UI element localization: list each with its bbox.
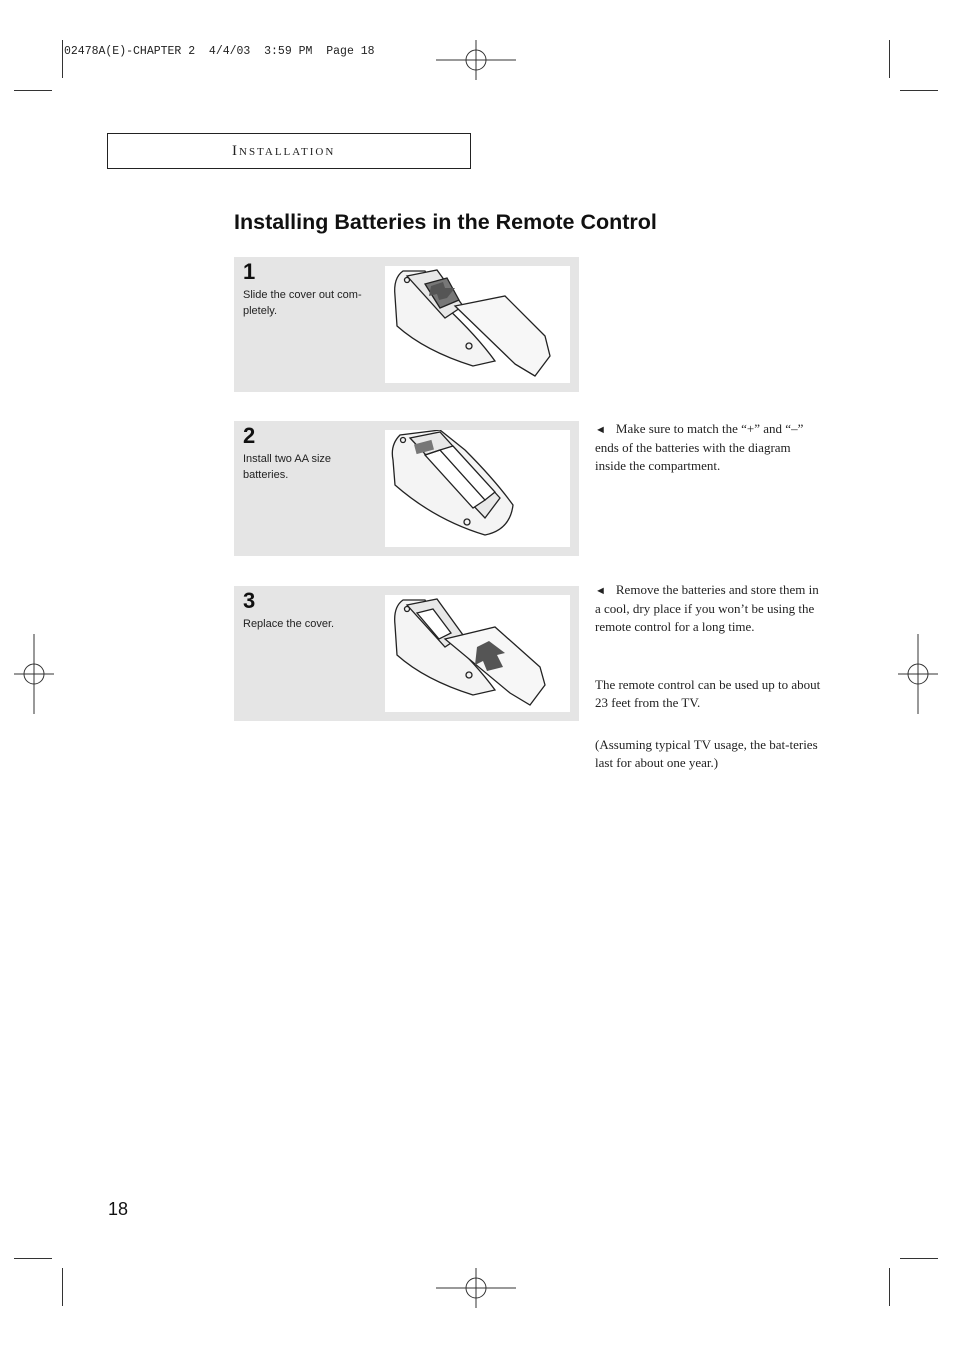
section-label: Installation	[232, 143, 336, 159]
battery-storage-note	[595, 581, 821, 636]
step-number: 1	[243, 259, 256, 284]
battery-life-note: (Assuming typical TV usage, the bat-teries last for about one year.)	[595, 737, 818, 770]
step-number: 2	[243, 423, 256, 448]
page-title: Installing Batteries in the Remote Control	[234, 210, 657, 234]
remote-open-cover-illustration	[385, 266, 570, 383]
note-text: Remove the batteries and store them in a cool, dry place if you won’t be using the remote control for a long time.	[595, 582, 819, 634]
step-text: Slide the cover out com-pletely.	[243, 289, 362, 317]
step-number: 3	[243, 588, 256, 613]
triangle-bullet-icon: ◄	[595, 585, 606, 597]
page-number: 18	[108, 1199, 129, 1219]
section-header	[107, 133, 471, 169]
triangle-bullet-icon: ◄	[595, 424, 606, 436]
registration-mark-top	[436, 40, 516, 80]
range-note: The remote control can be used up to about 23 feet from the TV.	[595, 677, 821, 710]
step-3-panel	[234, 586, 579, 721]
remote-batteries-illustration	[385, 430, 570, 547]
remote-replace-cover-illustration	[385, 595, 570, 712]
registration-mark-left	[14, 634, 54, 714]
step-text: Replace the cover.	[243, 618, 335, 630]
registration-mark-bottom	[436, 1268, 516, 1308]
step-text: Install two AA size batteries.	[243, 453, 332, 481]
step-2-panel	[234, 421, 579, 556]
step-1-panel	[234, 257, 579, 392]
note-text: Make sure to match the “+” and “–” ends of the batteries with the diagram inside the compartment.	[595, 421, 804, 473]
battery-polarity-note	[595, 420, 821, 475]
print-slug: 02478A(E)-CHAPTER 2 4/4/03 3:59 PM Page 18	[64, 45, 375, 58]
registration-mark-right	[898, 634, 938, 714]
